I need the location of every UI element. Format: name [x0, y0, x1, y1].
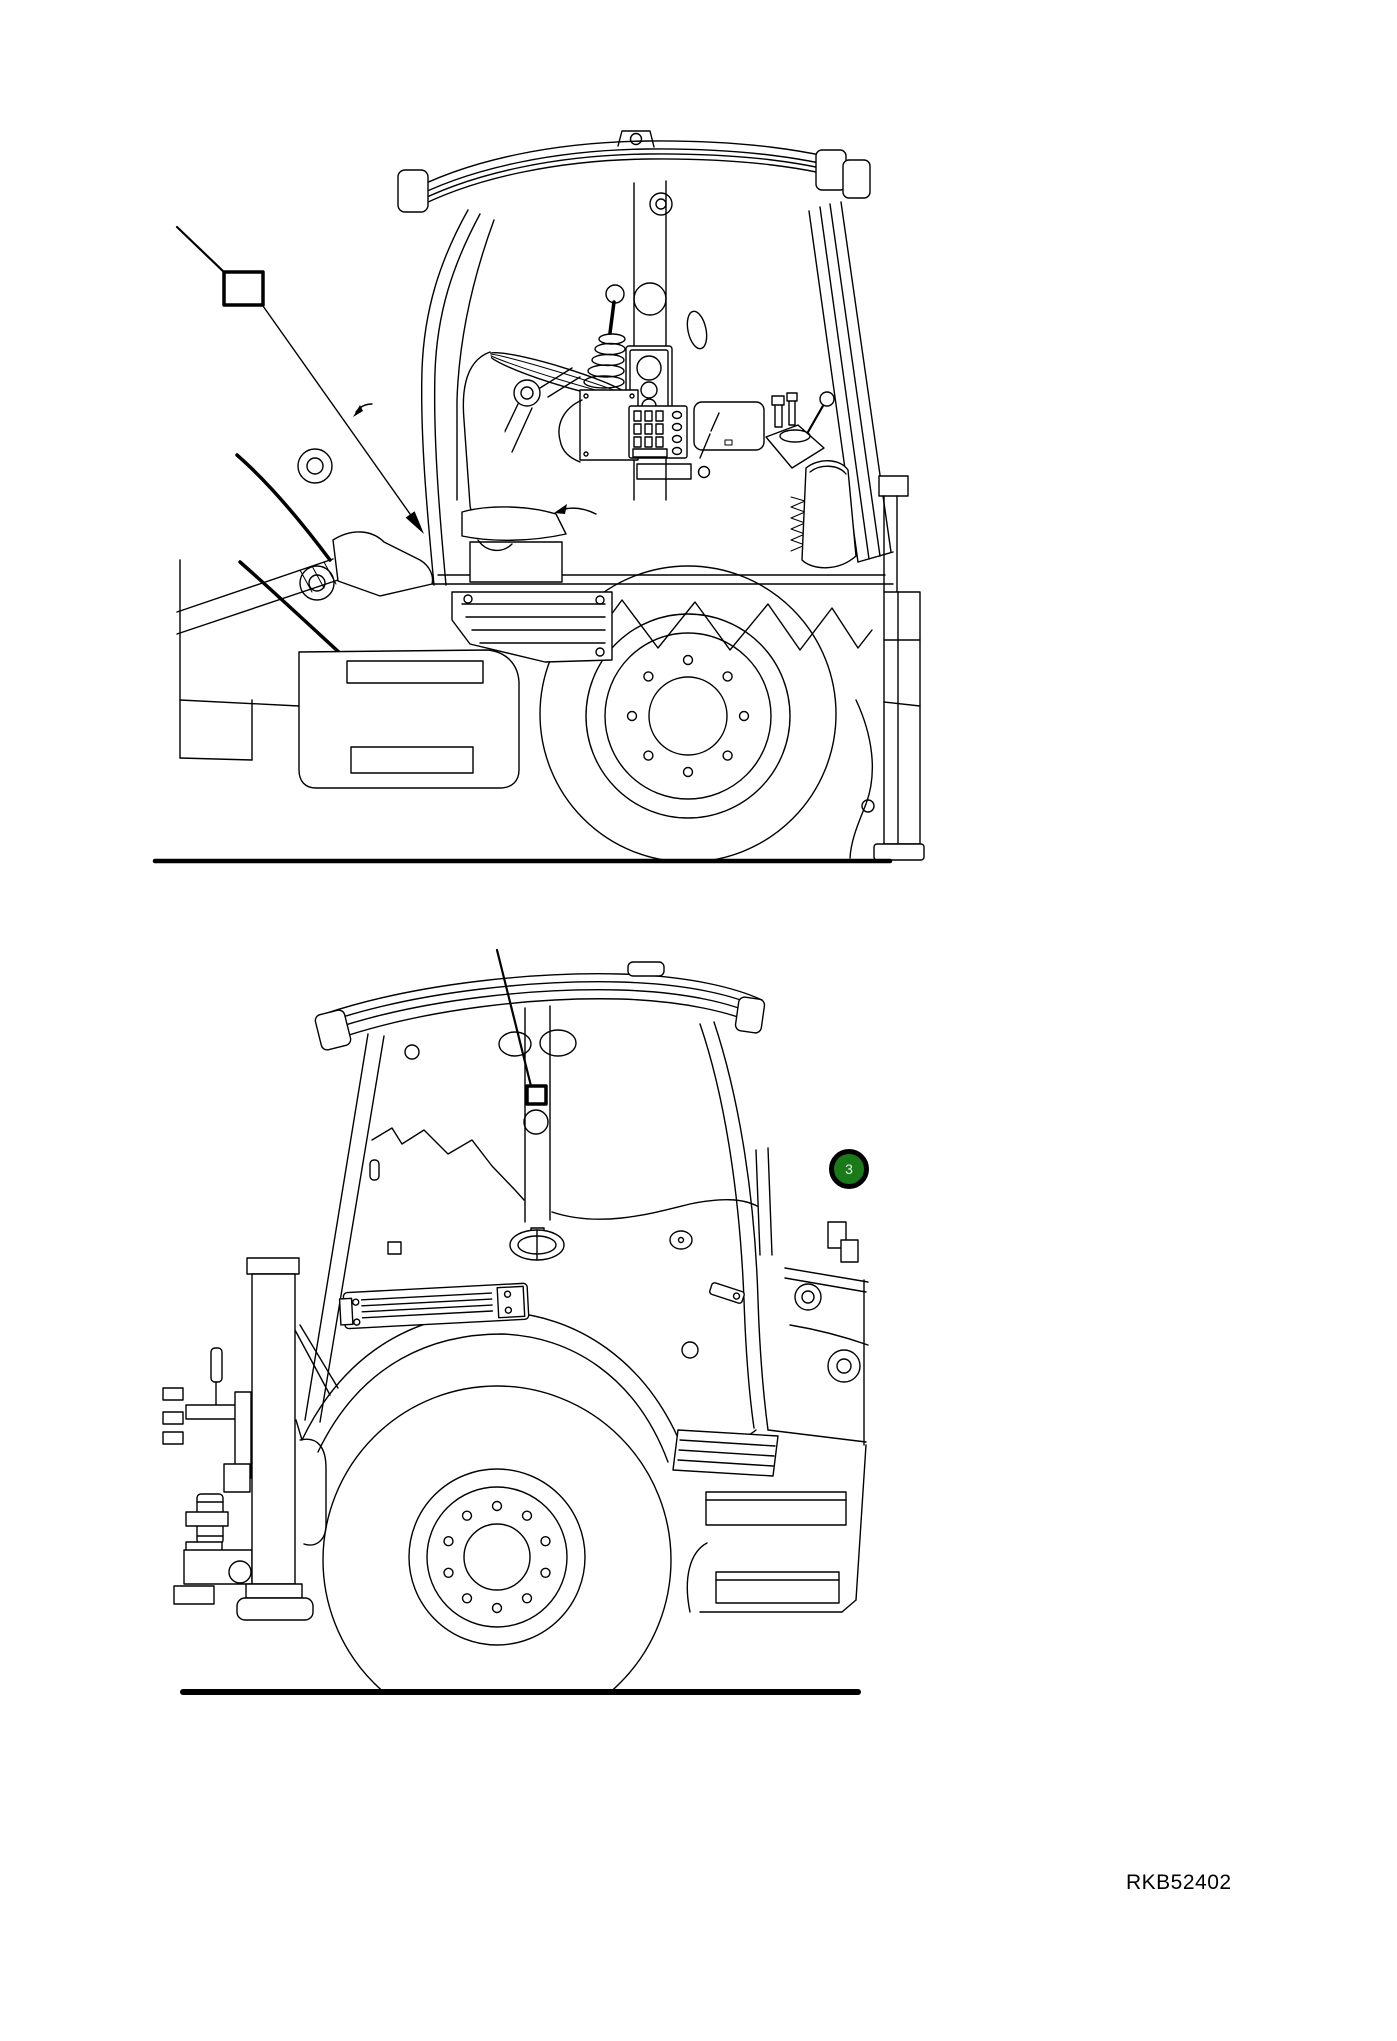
side-panel-lower	[716, 1572, 839, 1603]
front-pillar	[422, 210, 468, 585]
part-badge[interactable]	[829, 1149, 869, 1189]
rear-console	[802, 461, 856, 568]
callout-top	[177, 227, 424, 534]
cab-rear-frame	[305, 962, 772, 1430]
decal-location-square	[527, 1086, 546, 1104]
backhoe-mount	[850, 476, 924, 860]
fuel-tank	[299, 650, 519, 788]
small-tray	[637, 464, 691, 479]
stabilizer-foot	[237, 1598, 313, 1620]
operator-seat	[462, 352, 596, 582]
roof-rear-outer	[324, 974, 762, 1014]
glass-reflection	[372, 1128, 524, 1200]
front-body-right	[673, 1222, 868, 1612]
part-badge-number: 3	[845, 1161, 853, 1177]
figure-bottom-rear-view	[163, 950, 868, 1734]
switch-panel	[629, 406, 687, 458]
hose	[850, 700, 872, 858]
backhoe-levers	[766, 392, 834, 468]
stabilizer-left	[163, 1258, 338, 1620]
vent-grille	[339, 1283, 529, 1329]
callout-bottom	[497, 950, 546, 1104]
right-pillar	[714, 1022, 768, 1430]
leader-line-bottom-figure	[497, 950, 531, 1086]
callout-rectangle	[224, 272, 263, 305]
roof-right-cap	[816, 150, 846, 190]
stabilizer-leg-cap	[247, 1258, 299, 1274]
blank-panel	[694, 402, 764, 450]
roof-left-cap	[398, 170, 428, 212]
leader-line-upper	[177, 227, 225, 273]
figure-code: RKB52402	[1126, 1871, 1232, 1894]
side-panel-upper	[706, 1492, 846, 1525]
roof-bump	[628, 962, 664, 976]
leader-line-lower	[263, 306, 415, 521]
stabilizer-leg	[252, 1274, 295, 1584]
rear-wheel-bottom	[323, 1386, 671, 1734]
figure-top-side-view	[155, 131, 924, 862]
leader-arrowhead	[406, 511, 424, 534]
